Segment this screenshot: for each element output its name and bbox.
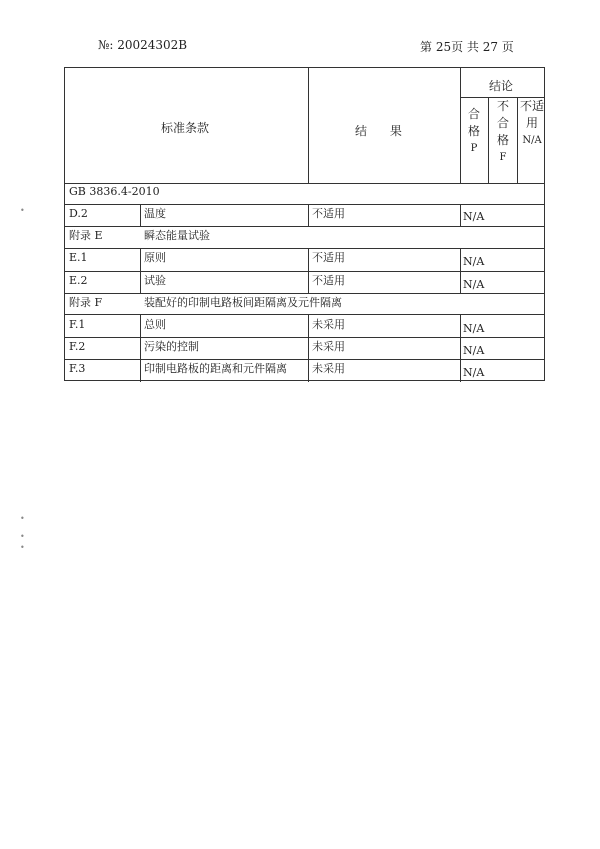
title-cell: 试验 — [144, 274, 166, 287]
clause-cell: F.2 — [69, 340, 86, 353]
result-cell: 未采用 — [312, 362, 345, 375]
clause-cell: 附录 F — [69, 296, 103, 309]
result-cell: 不适用 — [312, 207, 345, 220]
pass-header: 合格 P — [467, 107, 480, 154]
clause-cell: E.1 — [69, 251, 88, 264]
conclusion-header: 结论 — [489, 79, 514, 93]
scan-mark: • — [20, 532, 25, 541]
scan-mark: • — [20, 514, 25, 523]
standard-clause-header: 标准条款 — [161, 121, 210, 135]
result-cell: 不适用 — [312, 251, 345, 264]
clause-cell: F.1 — [69, 318, 86, 331]
verdict-cell: N/A — [463, 210, 485, 223]
verdict-cell: N/A — [463, 366, 485, 379]
standard-section: GB 3836.4-2010 — [69, 185, 160, 198]
verdict-cell: N/A — [463, 255, 485, 268]
scan-mark: • — [20, 543, 25, 552]
result-cell: 未采用 — [312, 340, 345, 353]
title-cell: 印制电路板的距离和元件隔离 — [144, 362, 287, 375]
result-cell: 未采用 — [312, 318, 345, 331]
page-info: 第 25页 共 27 页 — [420, 40, 514, 54]
title-cell: 污染的控制 — [144, 340, 199, 353]
verdict-cell: N/A — [463, 322, 485, 335]
clause-cell: 附录 E — [69, 229, 103, 242]
result-cell: 不适用 — [312, 274, 345, 287]
title-cell: 瞬态能量试验 — [144, 229, 210, 242]
test-results-table — [64, 67, 545, 381]
title-cell: 总则 — [144, 318, 166, 331]
title-cell: 温度 — [144, 207, 166, 220]
clause-cell: F.3 — [69, 362, 86, 375]
scan-mark: • — [20, 206, 25, 215]
title-cell: 装配好的印制电路板间距隔离及元件隔离 — [144, 296, 342, 309]
clause-cell: E.2 — [69, 274, 88, 287]
not-applicable-header: 不适用 N/A — [520, 99, 545, 146]
title-cell: 原则 — [144, 251, 166, 264]
fail-header: 不合格 F — [496, 99, 509, 163]
verdict-cell: N/A — [463, 344, 485, 357]
report-number: №: 20024302B — [98, 38, 188, 52]
clause-cell: D.2 — [69, 207, 88, 220]
result-header: 结 果 — [355, 124, 402, 138]
verdict-cell: N/A — [463, 278, 485, 291]
